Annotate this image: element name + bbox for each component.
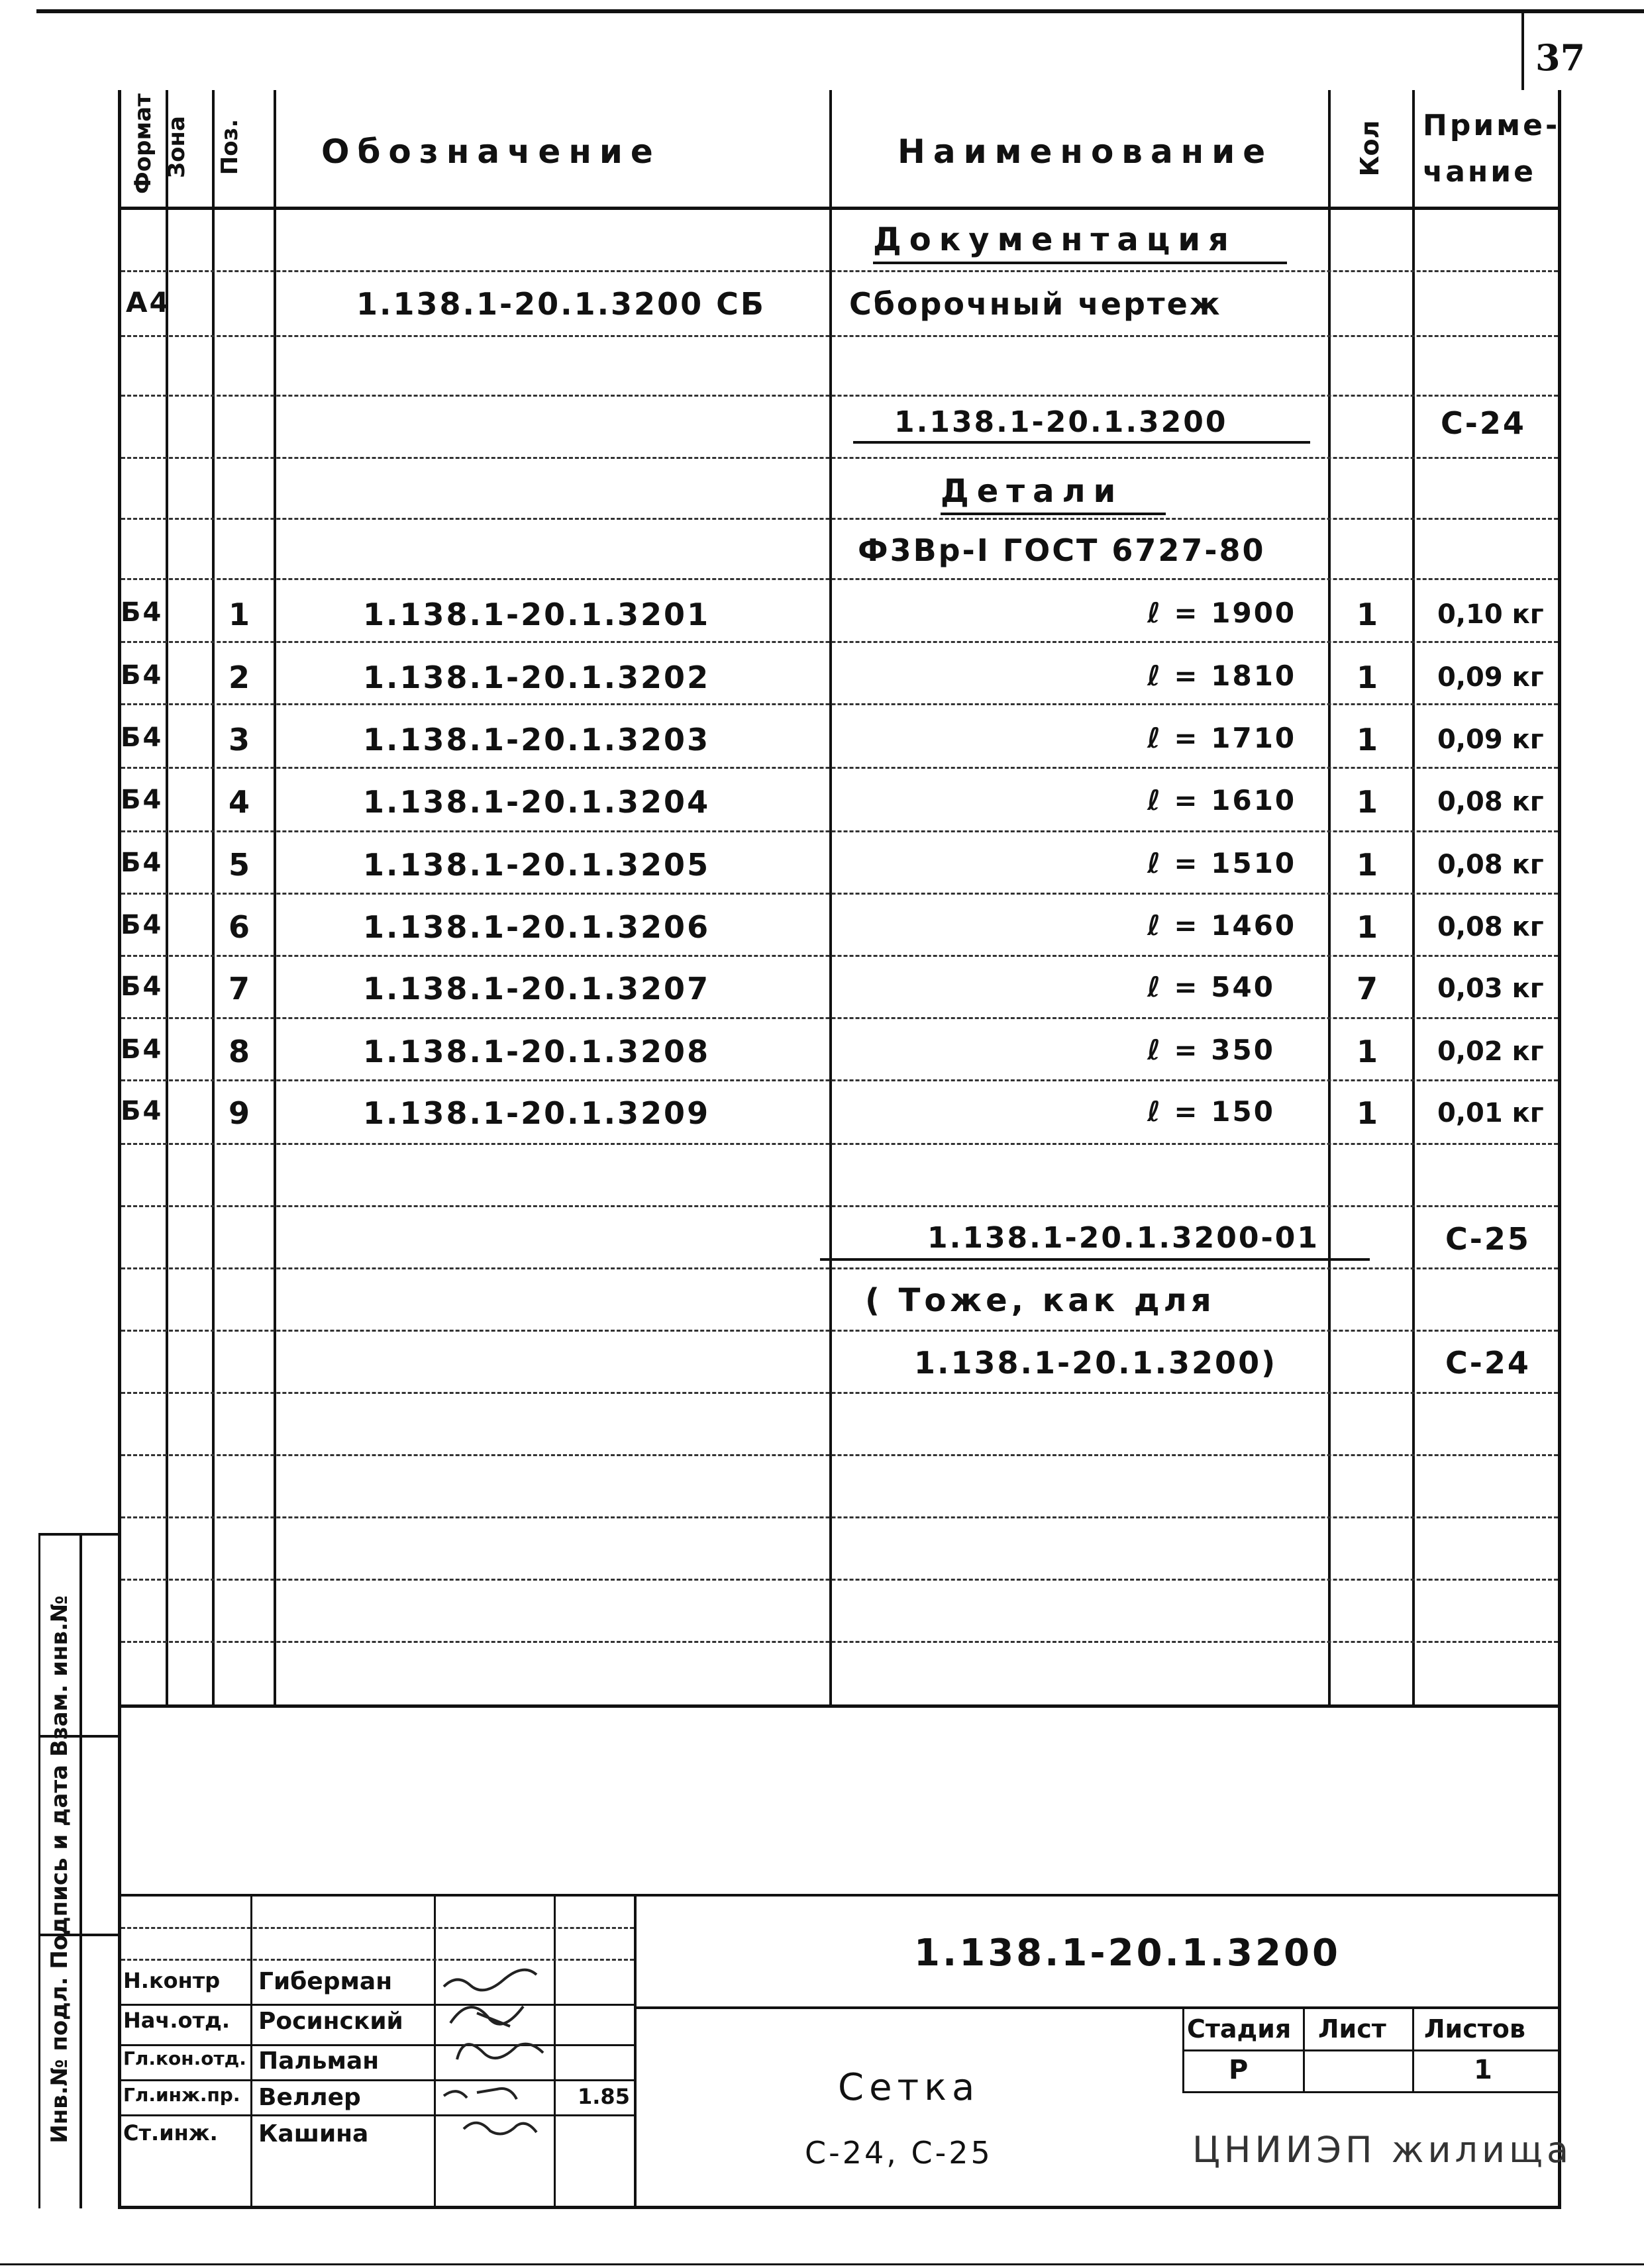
item-designation: 1.138.1-20.1.3201 [363,597,711,632]
page-number-box-left [1521,9,1524,90]
stage-row [1182,2049,1558,2051]
col-line-note [1412,90,1415,1706]
item-format: Б4 [121,848,164,878]
item-name: ℓ = 1460 [1147,909,1297,942]
item-designation: 1.138.1-20.1.3209 [363,1095,711,1131]
details-section-title: Детали [941,473,1124,510]
item-pos: 6 [229,909,252,945]
variant2-underline [820,1258,1370,1261]
top-border [36,9,1644,13]
item-designation: 1.138.1-20.1.3202 [363,660,711,695]
row-line [121,1079,1558,1081]
title-block-col [250,1894,252,2206]
row-line [121,270,1558,272]
row-line [121,1017,1558,1019]
item-name: ℓ = 1810 [1147,660,1297,692]
col-line-qty [1328,90,1331,1706]
row-line [121,893,1558,895]
item-qty: 1 [1357,784,1380,820]
organization: ЦНИИЭП жилища [1192,2129,1573,2171]
row-line [121,955,1558,957]
details-material: Ф3Вр-I ГОСТ 6727-80 [858,532,1266,568]
item-format: Б4 [121,971,164,1002]
variant2-note: С-25 [1445,1221,1531,1257]
item-format: Б4 [121,722,164,753]
row-line [121,1143,1558,1145]
signatures-image [437,1960,550,2159]
row-line [121,1579,1558,1581]
header-qty: Кол [1355,120,1384,177]
item-designation: 1.138.1-20.1.3208 [363,1034,711,1069]
item-qty: 1 [1357,847,1380,883]
title-row-line [121,2004,634,2006]
item-designation: 1.138.1-20.1.3205 [363,847,711,883]
item-qty: 1 [1357,1095,1380,1131]
row-line [121,457,1558,459]
signature-date: 1.85 [578,2084,630,2109]
item-pos: 8 [229,1034,252,1069]
item-note: 0,01 кг [1437,1098,1544,1128]
row-line [121,1641,1558,1643]
variant1-note: С-24 [1441,405,1526,441]
drawing-subtitle: С-24, С-25 [805,2135,993,2171]
right-border [1558,90,1561,2209]
item-qty: 1 [1357,660,1380,695]
row-line [121,1454,1558,1456]
section-underline [873,262,1287,264]
item-qty: 1 [1357,909,1380,945]
item-pos: 1 [229,597,252,632]
item-note: 0,08 кг [1437,912,1544,942]
header-bottom-line [118,207,1561,210]
bottom-margin-line [0,2263,1644,2265]
stage-row [1182,2091,1558,2093]
row-line [121,335,1558,337]
item-format: Б4 [121,660,164,691]
item-name: ℓ = 1610 [1147,784,1297,816]
header-pos: Поз. [217,119,243,175]
col-line-zone [166,90,168,1706]
item-qty: 7 [1357,971,1380,1007]
item-note: 0,09 кг [1437,662,1544,693]
item-designation: 1.138.1-20.1.3204 [363,784,711,820]
title-row-line [121,1959,634,1961]
title-block-col [634,1894,637,2206]
item-format: Б4 [121,1034,164,1065]
item-note: 0,03 кг [1437,973,1544,1004]
drawing-title: Сетка [838,2066,980,2109]
variant1-code: 1.138.1-20.1.3200 [894,405,1228,439]
row-line [121,1205,1558,1207]
signatory-name: Гиберман [258,1968,393,1995]
item-qty: 1 [1357,722,1380,758]
item-qty: 1 [1357,1034,1380,1069]
title-block-col [434,1894,436,2206]
row-line [121,395,1558,397]
doc-name: Сборочный чертеж [849,286,1222,322]
row-line [121,1516,1558,1518]
item-pos: 7 [229,971,252,1007]
item-format: Б4 [121,1096,164,1126]
item-qty: 1 [1357,597,1380,632]
item-name: ℓ = 1900 [1147,597,1297,629]
item-note: 0,08 кг [1437,787,1544,817]
item-pos: 9 [229,1095,252,1131]
side-stamp-outer-line [38,1533,40,2208]
title-block-top [121,1894,1558,1897]
signatory-role: Гл.инж.пр. [123,2084,240,2106]
item-note: 0,10 кг [1437,599,1544,630]
row-line [121,641,1558,643]
signatory-name: Пальман [258,2047,380,2075]
variant1-underline [853,441,1310,444]
header-format: Формат [130,93,156,194]
item-format: Б4 [121,597,164,628]
row-line [121,518,1558,520]
header-zone: Зона [164,116,190,178]
stage-label: Стадия [1187,2014,1292,2044]
title-block-col [554,1894,556,2206]
signatory-role: Гл.кон.отд. [123,2047,246,2069]
title-row-line [121,2079,634,2081]
title-row-line [121,2114,634,2116]
variant2-code: 1.138.1-20.1.3200-01 [927,1221,1319,1255]
bottom-border [118,2206,1561,2209]
item-note: 0,08 кг [1437,850,1544,880]
item-name: ℓ = 1510 [1147,847,1297,879]
side-stamp-inner-line [79,1533,82,2208]
row-line [121,578,1558,580]
header-designation: Обозначение [321,132,661,171]
col-line-pos [212,90,215,1706]
document-code: 1.138.1-20.1.3200 [914,1932,1341,1975]
item-name: ℓ = 350 [1147,1034,1275,1066]
row-line [121,767,1558,769]
row-line [121,830,1558,832]
page-number: 37 [1535,36,1586,79]
details-underline [941,513,1166,515]
item-name: ℓ = 1710 [1147,722,1297,754]
header-note-line2: чание [1423,155,1536,189]
documentation-section-title: Документация [873,221,1237,258]
doc-format: А4 [126,286,171,319]
signatory-name: Росинский [258,2008,403,2035]
item-designation: 1.138.1-20.1.3206 [363,909,711,945]
item-designation: 1.138.1-20.1.3203 [363,722,711,758]
item-name: ℓ = 540 [1147,971,1275,1003]
col-line-designation [274,90,276,1706]
sheet-label: Лист [1318,2014,1386,2044]
row-line [121,1267,1558,1269]
signatory-name: Веллер [258,2084,361,2111]
row-line [121,703,1558,705]
item-pos: 4 [229,784,252,820]
item-note: 0,02 кг [1437,1036,1544,1067]
item-pos: 3 [229,722,252,758]
header-name: Наименование [898,132,1274,171]
sheets-label: Листов [1424,2014,1525,2044]
table-bottom-line [118,1704,1561,1708]
side-stamp-text: Инв.№ подл. Подпись и дата Взам. инв.№ [46,1595,73,2144]
variant2-same-as-note: С-24 [1445,1345,1531,1381]
signatory-role: Нач.отд. [123,2008,231,2033]
col-line-name [829,90,832,1706]
row-line [121,1330,1558,1332]
row-line [121,1392,1558,1394]
item-note: 0,09 кг [1437,724,1544,755]
item-designation: 1.138.1-20.1.3207 [363,971,711,1007]
signatory-name: Кашина [258,2120,369,2147]
item-name: ℓ = 150 [1147,1095,1275,1128]
item-pos: 2 [229,660,252,695]
item-format: Б4 [121,785,164,815]
header-note-line1: Приме- [1423,109,1561,142]
title-row-line [121,2044,634,2046]
signatory-role: Ст.инж. [123,2120,218,2145]
doc-designation: 1.138.1-20.1.3200 СБ [356,286,766,322]
variant2-same-as-line2: 1.138.1-20.1.3200) [914,1345,1278,1381]
item-pos: 5 [229,847,252,883]
left-border [118,90,121,2209]
sheets-value: 1 [1474,2055,1492,2085]
signatory-role: Н.контр [123,1968,221,1993]
title-block-code-divider [634,2006,1558,2009]
stage-value: Р [1229,2055,1249,2085]
variant2-same-as-line1: ( Тоже, как для [865,1282,1215,1319]
title-row-line [121,1927,634,1929]
item-format: Б4 [121,910,164,940]
